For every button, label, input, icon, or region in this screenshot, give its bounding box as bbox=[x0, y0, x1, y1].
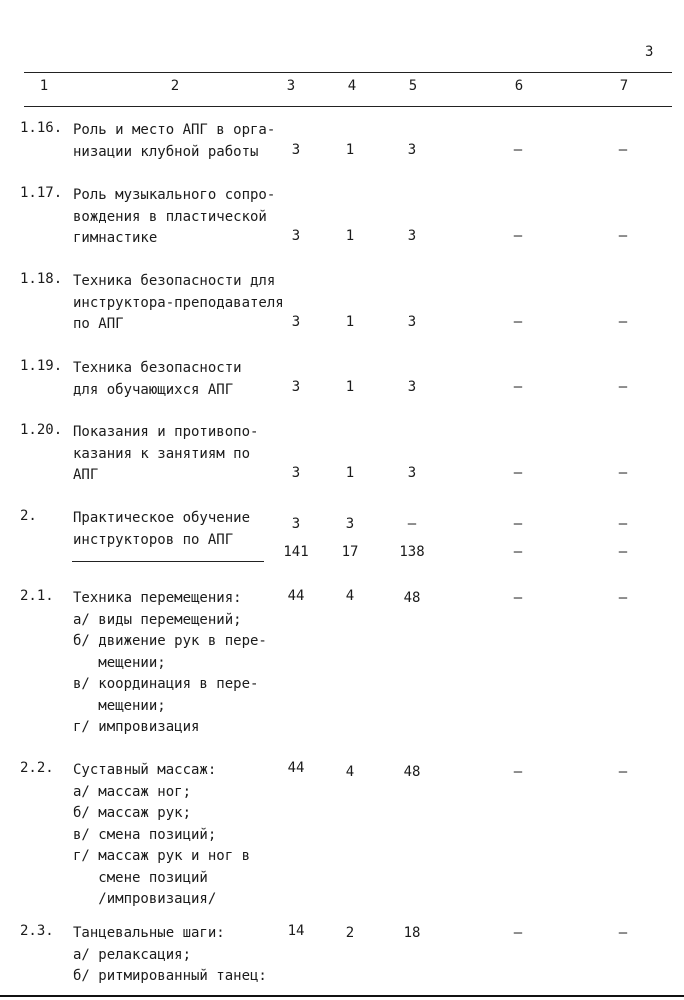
row-number: 2.3. bbox=[20, 923, 54, 939]
cell-col4: 2 bbox=[345, 925, 355, 941]
row-title: Суставный массаж: а/ массаж ног; б/ массаж рук; в/ смена позиций; г/ массаж рук и ног в смене позиций /импровизация/ bbox=[73, 762, 251, 907]
row-title: Роль и место АПГ в орга- низации клубной работы bbox=[73, 122, 276, 160]
column-header-3: 3 bbox=[286, 78, 296, 94]
column-header-5: 5 bbox=[408, 78, 418, 94]
cell-col4: 4 bbox=[345, 764, 355, 780]
cell-col3: 44 bbox=[287, 760, 305, 776]
cell-col7: – bbox=[618, 228, 628, 244]
page-bottom-rule bbox=[0, 995, 684, 997]
cell-col3: 3 bbox=[291, 465, 301, 481]
cell-col6: – bbox=[513, 379, 523, 395]
cell-col7: – bbox=[618, 142, 628, 158]
cell-col3: 3 bbox=[291, 228, 301, 244]
cell-col4: 3 bbox=[345, 516, 355, 532]
row-title: Роль музыкального сопро- вождения в пластической гимнастике bbox=[73, 187, 276, 246]
cell-col4: 1 bbox=[345, 228, 355, 244]
cell-col3: 44 bbox=[287, 588, 305, 604]
table-top-rule bbox=[24, 72, 672, 73]
row-title: Техника безопасности для обучающихся АПГ bbox=[73, 360, 242, 398]
cell-col6: – bbox=[513, 925, 523, 941]
row-number: 2.1. bbox=[20, 588, 54, 604]
cell-col7: – bbox=[618, 379, 628, 395]
total-col3: 141 bbox=[283, 544, 309, 560]
cell-col5: 18 bbox=[403, 925, 421, 941]
cell-col3: 3 bbox=[291, 142, 301, 158]
cell-col4: 4 bbox=[345, 588, 355, 604]
cell-col5: 3 bbox=[407, 379, 417, 395]
cell-col3: 3 bbox=[291, 379, 301, 395]
column-header-6: 6 bbox=[514, 78, 524, 94]
cell-col6: – bbox=[513, 228, 523, 244]
cell-col3: 14 bbox=[287, 923, 305, 939]
cell-col7: – bbox=[618, 314, 628, 330]
cell-col7: – bbox=[618, 516, 628, 532]
cell-col4: 1 bbox=[345, 142, 355, 158]
cell-col3: 3 bbox=[291, 314, 301, 330]
section-underline bbox=[72, 561, 264, 562]
cell-col6: – bbox=[513, 314, 523, 330]
cell-col7: – bbox=[618, 764, 628, 780]
row-title: Техника перемещения: а/ виды перемещений; б/ движение рук в пере- мещении; в/ координация в пере- мещении; г/ импровизация bbox=[73, 590, 267, 735]
column-header-4: 4 bbox=[347, 78, 357, 94]
row-title: Техника безопасности для инструктора-преподавателя по АПГ bbox=[73, 273, 284, 332]
cell-col4: 1 bbox=[345, 465, 355, 481]
row-number: 2. bbox=[20, 508, 37, 524]
cell-col6: – bbox=[513, 465, 523, 481]
total-col4: 17 bbox=[341, 544, 359, 560]
cell-col5: 3 bbox=[407, 142, 417, 158]
cell-col7: – bbox=[618, 925, 628, 941]
column-header-2: 2 bbox=[170, 78, 180, 94]
row-number: 1.17. bbox=[20, 185, 63, 201]
column-header-7: 7 bbox=[619, 78, 629, 94]
cell-col4: 1 bbox=[345, 379, 355, 395]
cell-col6: – bbox=[513, 764, 523, 780]
total-col5: 138 bbox=[399, 544, 425, 560]
cell-col5: 3 bbox=[407, 228, 417, 244]
page-number: 3 bbox=[645, 44, 654, 60]
cell-col5: 48 bbox=[403, 590, 421, 606]
total-col7: – bbox=[618, 544, 628, 560]
column-header-1: 1 bbox=[39, 78, 49, 94]
cell-col7: – bbox=[618, 590, 628, 606]
cell-col5: 48 bbox=[403, 764, 421, 780]
row-number: 1.20. bbox=[20, 422, 63, 438]
cell-col4: 1 bbox=[345, 314, 355, 330]
row-number: 1.19. bbox=[20, 358, 63, 374]
row-title: Танцевальные шаги: а/ релаксация; б/ ритмированный танец: bbox=[73, 925, 267, 984]
cell-col6: – bbox=[513, 516, 523, 532]
row-title: Показания и противопо- казания к занятиям по АПГ bbox=[73, 424, 259, 483]
cell-col7: – bbox=[618, 465, 628, 481]
table-header-rule bbox=[24, 106, 672, 107]
cell-col6: – bbox=[513, 590, 523, 606]
row-number: 1.18. bbox=[20, 271, 63, 287]
row-title: Практическое обучение инструкторов по АПГ bbox=[73, 510, 251, 548]
cell-col3: 3 bbox=[291, 516, 301, 532]
cell-col5: – bbox=[407, 516, 417, 532]
cell-col6: – bbox=[513, 142, 523, 158]
row-number: 2.2. bbox=[20, 760, 54, 776]
total-col6: – bbox=[513, 544, 523, 560]
cell-col5: 3 bbox=[407, 465, 417, 481]
cell-col5: 3 bbox=[407, 314, 417, 330]
row-number: 1.16. bbox=[20, 120, 63, 136]
